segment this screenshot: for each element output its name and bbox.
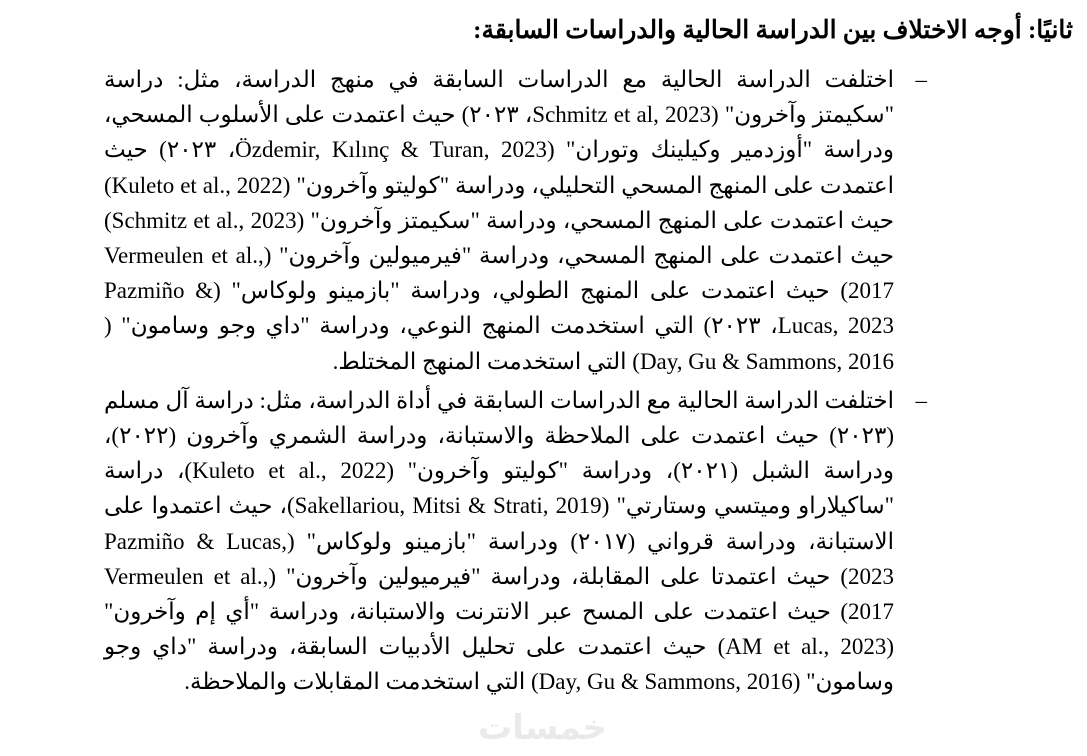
list-item-methodology [0, 62, 1087, 379]
section-heading: ثانيًا: أوجه الاختلاف بين الدراسة الحالية والدراسات السابقة: [473, 17, 1073, 44]
list-item-instrument [0, 383, 1087, 700]
bullet-dash-icon: – [915, 67, 927, 92]
differences-list [0, 62, 1087, 700]
paragraph-methodology: اختلفت الدراسة الحالية مع الدراسات السابقة في منهج الدراسة، مثل: دراسة "سكيمتز وآخرون" (Schmitz et al, 2023، ٢٠٢٣) حيث اعتمدت على الأسلوب المسحي، ودراسة "أوزدمير وكيلينك وتوران" (Özdemir, Kılınç & Turan, 2023، ٢٠٢٣) حيث اعتمدت على المنهج المسحي التحليلي، ودراسة "كوليتو وآخرون" (Kuleto et al., 2022) حيث اعتمدت على المنهج المسحي، ودراسة "سكيمتز وآخرون" (Schmitz et al., 2023) حيث اعتمدت على المنهج المسحي، ودراسة "فيرميولين وآخرون" (Vermeulen et al., 2017) حيث اعتمدت على المنهج الطولي، ودراسة "بازمينو ولوكاس" (Pazmiño & Lucas, 2023، ٢٠٢٣) التي استخدمت المنهج النوعي، ودراسة "داي وجو وسامون" ( Day, Gu & Sammons, 2016) التي استخدمت المنهج المختلط. [104, 67, 895, 374]
watermark-logo: خمسات [478, 708, 607, 748]
bullet-dash-icon: – [915, 387, 927, 413]
paragraph-instrument: اختلفت الدراسة الحالية مع الدراسات السابقة في أداة الدراسة، مثل: دراسة آل مسلم (٢٠٢٣) حيث اعتمدت على الملاحظة والاستبانة، ودراسة الشمري وآخرون (٢٠٢٢)، ودراسة الشبل (٢٠٢١)، ودراسة "كوليتو وآخرون" (Kuleto et al., 2022)، دراسة "ساكيلاراو وميتسي وستارتي" (Sakellariou, Mitsi & Strati, 2019)، حيث اعتمدوا على الاستبانة، ودراسة قرواني (٢٠١٧) ودراسة "بازمينو ولوكاس" (Pazmiño & Lucas, 2023) حيث اعتمدتا على المقابلة، ودراسة "فيرميولين وآخرون" (Vermeulen et al., 2017) حيث اعتمدت على المسح عبر الانترنت والاستبانة، ودراسة "أي إم وآخرون" (AM et al., 2023) حيث اعتمدت على تحليل الأدبيات السابقة، ودراسة "داي وجو وسامون" (Day, Gu & Sammons, 2016) التي استخدمت المقابلات والملاحظة. [104, 387, 895, 695]
